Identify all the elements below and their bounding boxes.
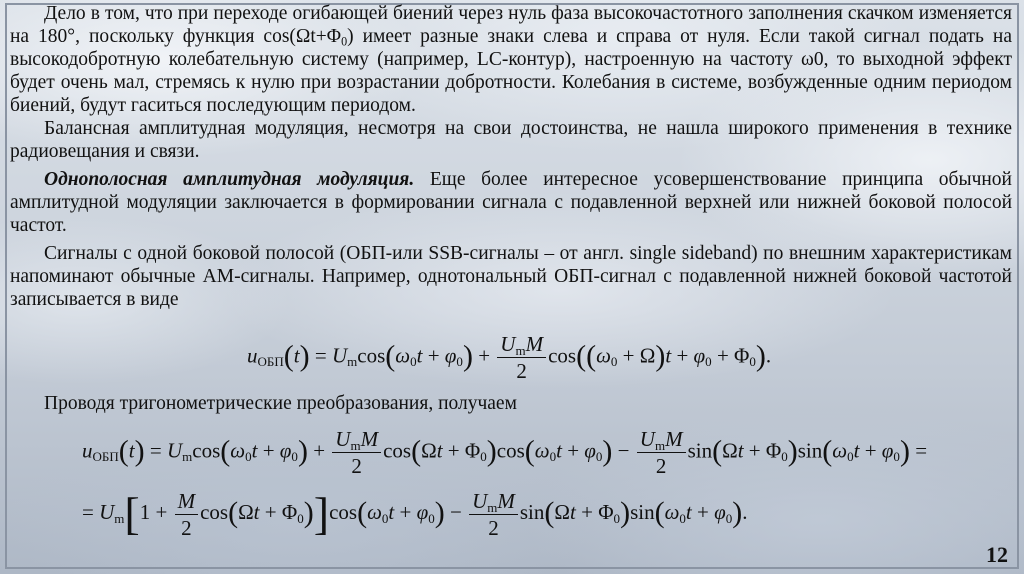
page-number: 12 <box>986 542 1008 567</box>
slide-text <box>10 2 1012 311</box>
paragraph-3: Однополосная амплитудная модуляция. Еще более интересное усовершенствование принципа обычной амплитудной модуляции заключается в формировании сигнала с подавленной верхней или нижней боковой полосой частот. <box>10 169 1012 236</box>
formula-transform-line-2: = $U_m[1$ + $\frac{M}{2}$ $\cos(\Omega t + \Phi_0)]\cos(\omega_0t + \varphi_0)$ − $\frac{U_mM}{2}$ $\sin(\Omega t + \Phi_0)\sin(\omega_0t + \varphi_0)$. <box>82 488 748 540</box>
paragraph-4: Сигналы с одной боковой полосой (ОБП-или SSB-сигналы – от англ. single sideband) по внешним характеристикам напоминают обычные АМ-сигналы. Например, однотональный ОБП-сигнал с подавленной нижней боковой частотой записывается в виде <box>10 243 1012 310</box>
paragraph-5: Проводя тригонометрические преобразования, получаем <box>44 393 517 414</box>
paragraph-2: Балансная амплитудная модуляция, несмотря на свои достоинства, не нашла широкого применения в технике радиовещания и связи. <box>10 118 1012 162</box>
paragraph-1: Дело в том, что при переходе огибающей биений через нуль фаза высокочастотного заполнения скачком изменяется на 180°, поскольку функция $\cos(\Omega t+\Phi_0)$ имеет разные знаки слева и справа от нуля. Если такой сигнал подать на высокодобротную колебательную систему (например, LC-контур), настроенную на частоту ω0, то выходной эффект будет очень мал, стремясь к нулю при возрастании добротности. Колебания в системе, возбужденные одним периодом биений, будут гаситься последующим периодом. <box>10 3 1012 116</box>
section-heading: Однополосная амплитудная модуляция. <box>44 169 415 190</box>
formula-ssb-signal: $u_{ОБП}(t) = U_m\cos(\omega_0t + \varphi_0)$ + $\frac{U_mM}{2}$ $\cos((\omega_0 + \Omega)t + \varphi_0 + \Phi_0)$. <box>247 332 772 383</box>
formula-transform-line-1: $u_{ОБП}(t) = U_m\cos(\omega_0t + \varphi_0)$ + $\frac{U_mM}{2}$ $\cos(\Omega t + \Phi_0)\cos(\omega_0t + \varphi_0)$ − $\frac{U_mM}{2}$ $\sin(\Omega t + \Phi_0)\sin(\omega_0t + \varphi_0)$ = <box>82 427 928 478</box>
